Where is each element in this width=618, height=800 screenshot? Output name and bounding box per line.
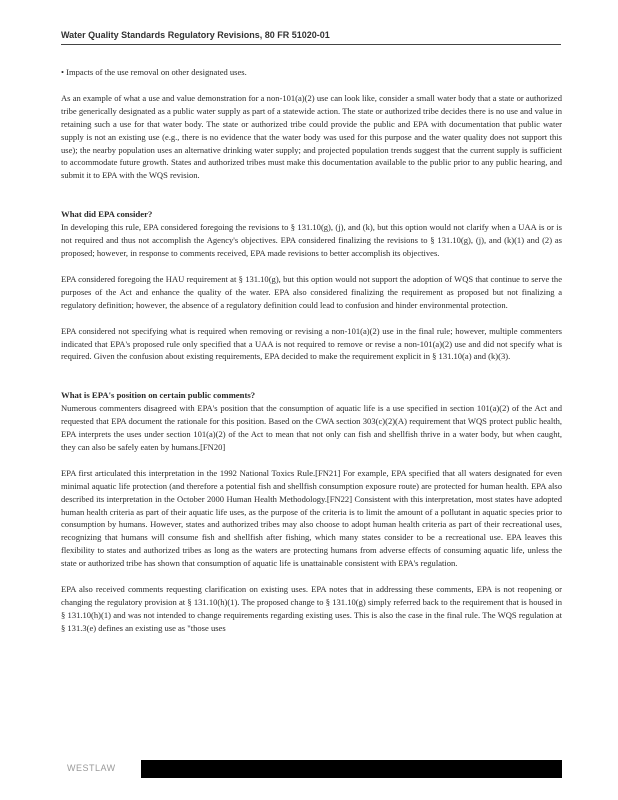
paragraph: EPA also received comments requesting clarification on existing uses. EPA notes that in addressing these comments, EPA is not reopening or changing the regulatory provision at § 131.10(h)(1). The proposed change to § 131.10(g) simply referred back to the requirement that is housed in § 131.10(h)(1) and was not intended to change requirements regarding existing uses. This is also the case in the final rule. The WQS regulation at § 131.3(e) defines an existing use as "those uses xyxy=(61,584,562,633)
section-heading: What is EPA's position on certain public comments? xyxy=(61,390,256,401)
paragraph: EPA considered not specifying what is required when removing or revising a non-101(a)(2) use in the final rule; however, multiple commenters indicated that EPA's proposed rule only specified that a UAA is not required to remove or revise a non-101(a)(2) use and did not specify what is required. Given the confusion about existing requirements, EPA decided to make the requirement explicit in § 131.10(a) and (k)(3). xyxy=(61,325,562,362)
bullet-paragraph: • Impacts of the use removal on other designated uses. xyxy=(61,67,247,77)
document-body xyxy=(61,66,562,648)
paragraph: EPA considered foregoing the HAU requirement at § 131.10(g), but this option would not support the adoption of WQS that continue to serve the purposes of the Act and enhance the quality of the water. EPA also considered finalizing the requirement as proposed but not finalizing a regulatory definition; however, the absence of a regulatory definition could lead to confusion and hinder environmental protection. xyxy=(61,273,562,310)
paragraph: EPA first articulated this interpretation in the 1992 National Toxics Rule.[FN21] For example, EPA specified that all waters designated for even minimal aquatic life protection (and therefore a potential fish and shellfish consumption exposure route) are protected for human health. EPA also described its interpretation in the October 2000 Human Health Methodology.[FN22] Consistent with this interpretation, most states have adopted human health criteria as part of their aquatic life uses, as the purpose of the criteria is to limit the amount of a pollutant in aquatic species prior to consumption by humans. However, states and authorized tribes may also choose to adopt human health criteria as part of their recreational uses, recognizing that humans will consume fish and shellfish after fishing, which many states consider to be a recreational use. EPA leaves this flexibility to states and authorized tribes as long as the waters are protecting humans from adverse effects of consuming aquatic life, unless the state or authorized tribe has shown that consumption of aquatic life is unattainable consistent with EPA's regulation. xyxy=(61,467,562,569)
running-header: Water Quality Standards Regulatory Revisions, 80 FR 51020-01 xyxy=(61,30,330,40)
westlaw-logo: WESTLAW xyxy=(67,763,116,773)
section-heading: What did EPA consider? xyxy=(61,209,153,220)
redaction-bar xyxy=(141,760,562,778)
paragraph: In developing this rule, EPA considered foregoing the revisions to § 131.10(g), (j), and (k), but this option would not clarify when a UAA is or is not required and thus not accomplish the Agency's objectives. EPA considered finalizing the revisions to § 131.10(g), (j), and (k)(1) and (2) as proposed; however, in response to comments received, EPA made revisions to better accomplish its objectives. xyxy=(61,222,562,258)
header-divider xyxy=(61,44,561,45)
paragraph: Numerous commenters disagreed with EPA's position that the consumption of aquatic life is a use specified in section 101(a)(2) of the Act and requested that EPA document the rationale for this position. Based on the CWA section 303(c)(2)(A) requirement that WQS protect public health, EPA interprets the uses under section 101(a)(2) of the Act to mean that not only can fish and shellfish thrive in a water body, but when caught, they can also be safely eaten by humans.[FN20] xyxy=(61,403,562,452)
paragraph: As an example of what a use and value demonstration for a non-101(a)(2) use can look like, consider a small water body that a state or authorized tribe generically designated as a public water supply as part of a statewide action. The state or authorized tribe decides there is no use and value in retaining such a use for that water body. The state or authorized tribe could provide the public and EPA with documentation that public water supply is not an existing use (e.g., there is no evidence that the water body was used for this purpose and the water quality does not support this use); the nearby population uses an alternative drinking water supply; and projected population trends suggest that the current supply is sufficient to accommodate future growth. States and authorized tribes must make this documentation available to the public prior to any public hearing, and submit it to EPA with the WQS revision. xyxy=(61,92,562,181)
page-footer xyxy=(61,760,562,778)
